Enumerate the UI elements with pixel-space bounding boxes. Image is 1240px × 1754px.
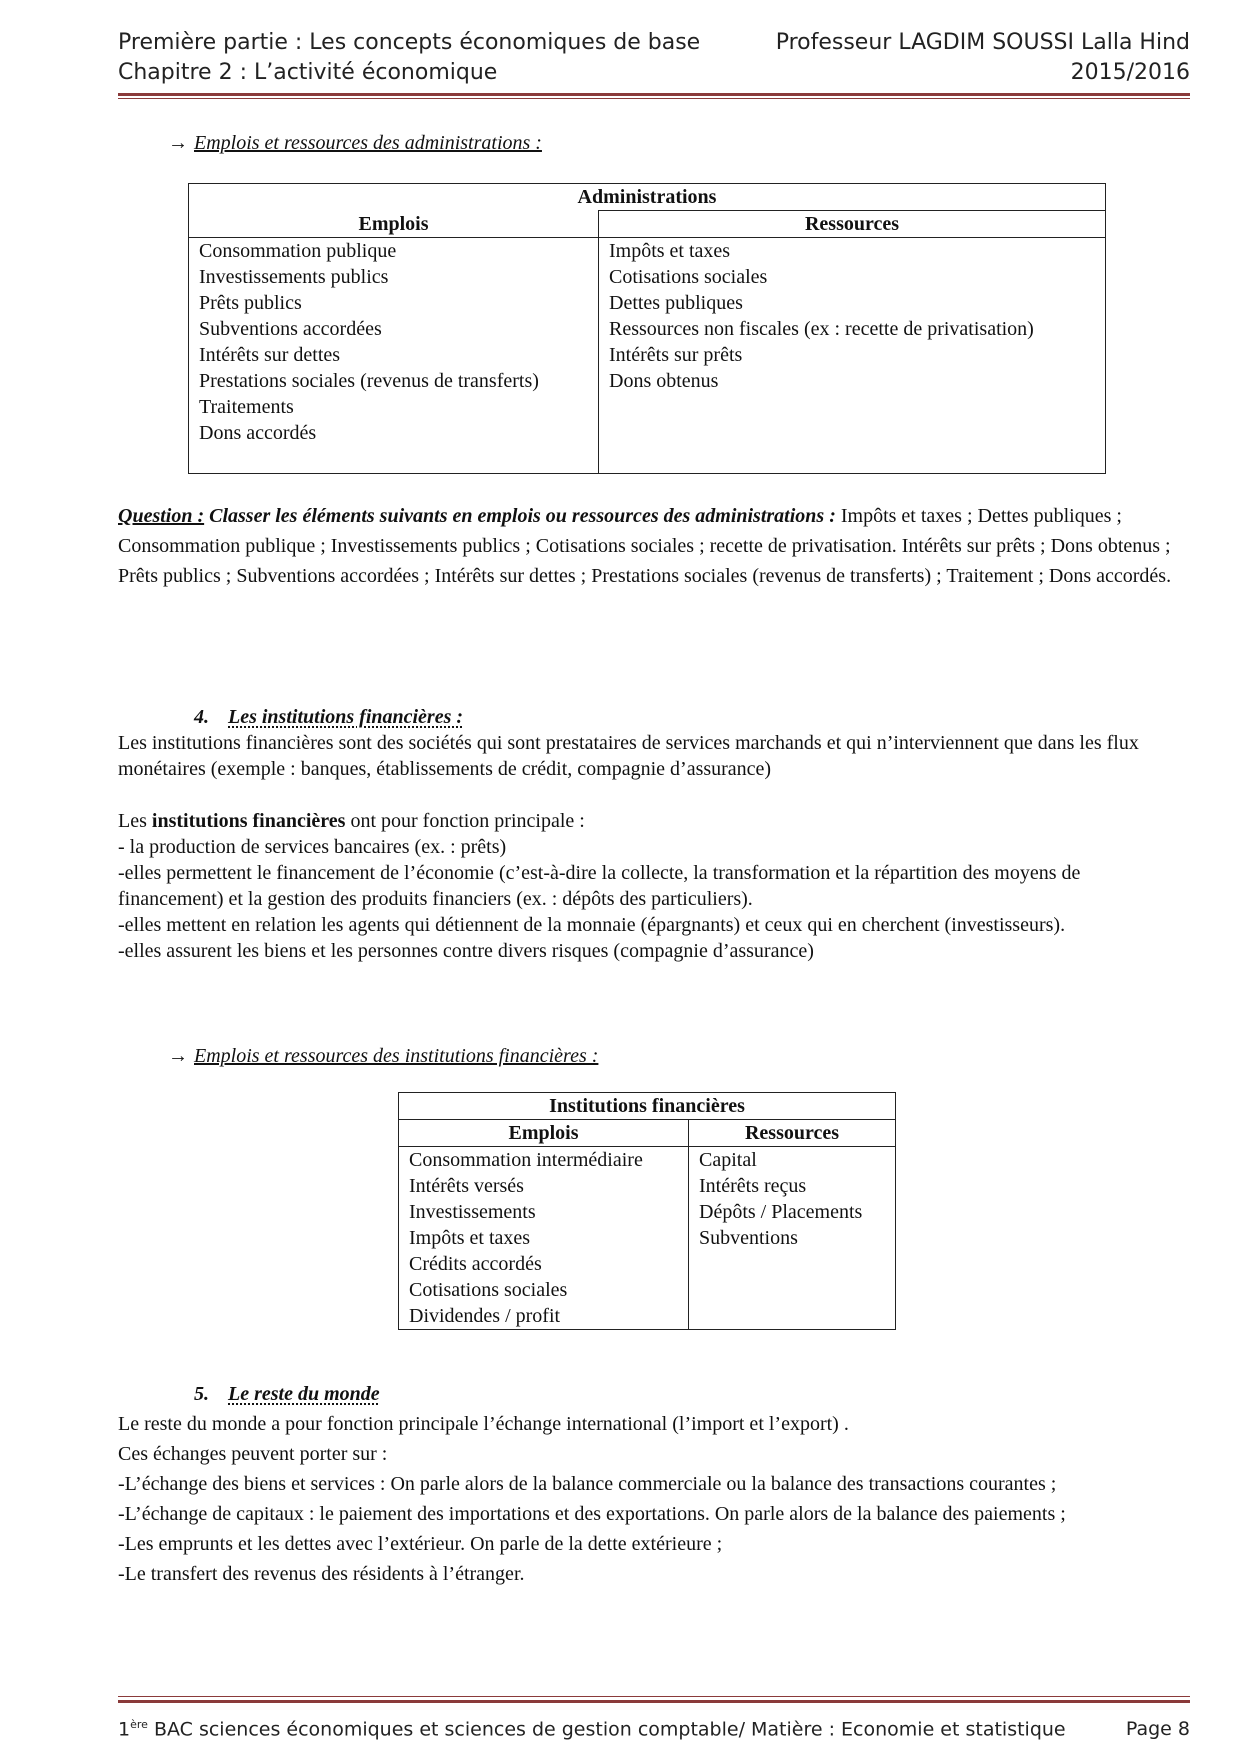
fin-ressources-cell (689, 1147, 896, 1330)
admin-ressources-item: Intérêts sur prêts (609, 344, 743, 366)
arrow-icon: → (168, 1045, 188, 1067)
section-4-point: -elles assurent les biens et les personnes contre divers risques (compagnie d’assurance) (118, 940, 814, 962)
admin-ressources-item: Dons obtenus (609, 370, 719, 392)
admin-emplois-item: Prêts publics (199, 292, 302, 314)
header-rule (118, 93, 1190, 96)
admin-emplois-item: Consommation publique (199, 240, 397, 262)
fn-suffix: ont pour fonction principale : (345, 810, 585, 832)
section-4-label: Les institutions financières : (228, 706, 464, 728)
fin-emplois-item: Cotisations sociales (409, 1279, 568, 1301)
header-year: 2015/2016 (1070, 60, 1190, 85)
header-rule-thin (118, 98, 1190, 99)
admin-ressources-cell (599, 238, 1106, 474)
section-5-line: -L’échange de capitaux : le paiement des importations et des exportations. On parle alors de la balance des paiements ; (118, 1503, 1066, 1525)
fin-heading-text: Emplois et ressources des institutions financières : (194, 1045, 599, 1067)
footer-course (118, 1718, 1066, 1740)
fin-emplois-cell (399, 1147, 689, 1330)
arrow-icon: → (168, 132, 188, 154)
section-4-intro: Les institutions financières sont des sociétés qui sont prestataires de services marchands et qui n’interviennent que dans les flux monétaires (exemple : banques, établissements de crédit, compagnie d’assurance) (118, 732, 1139, 780)
fin-emplois-item: Investissements (409, 1201, 536, 1223)
page-number: Page 8 (1125, 1718, 1190, 1740)
admin-emplois-header: Emplois (189, 211, 599, 238)
admin-emplois-item: Traitements (199, 396, 294, 418)
admin-heading-text: Emplois et ressources des administrations : (194, 132, 542, 154)
header-chapter: Chapitre 2 : L’activité économique (118, 60, 498, 85)
section-5-line: -Le transfert des revenus des résidents à l’étranger. (118, 1563, 525, 1585)
section-4-body (118, 730, 1183, 964)
fin-table (398, 1092, 896, 1330)
section-5-title (194, 1381, 380, 1407)
fin-emplois-header: Emplois (399, 1120, 689, 1147)
question-paragraph (118, 501, 1178, 591)
fin-table-title: Institutions financières (399, 1093, 896, 1120)
question-prompt: Classer les éléments suivants en emplois ou ressources des administrations : (204, 505, 836, 527)
fin-ressources-item: Capital (699, 1149, 757, 1171)
fin-ressources-item: Subventions (699, 1227, 798, 1249)
header-part: Première partie : Les concepts économiques de base (118, 30, 701, 55)
fin-emplois-item: Consommation intermédiaire (409, 1149, 643, 1171)
admin-emplois-item: Investissements publics (199, 266, 389, 288)
admin-ressources-item: Cotisations sociales (609, 266, 768, 288)
footer-grade-sup: ère (130, 1718, 148, 1731)
fin-ressources-item: Dépôts / Placements (699, 1201, 863, 1223)
section-4-title (194, 704, 463, 730)
fn-bold: institutions financières (151, 810, 346, 832)
admin-table-title: Administrations (189, 184, 1106, 211)
fin-emplois-item: Dividendes / profit (409, 1305, 561, 1327)
admin-heading (168, 130, 542, 156)
admin-emplois-item: Prestations sociales (revenus de transferts) (199, 370, 539, 392)
fin-emplois-item: Crédits accordés (409, 1253, 542, 1275)
footer-rule (118, 1700, 1190, 1703)
question-label: Question : (118, 505, 205, 527)
page-header (118, 28, 1190, 92)
fin-heading (168, 1043, 598, 1069)
admin-emplois-cell (189, 238, 599, 474)
fn-prefix: Les (118, 810, 152, 832)
section-5-body (118, 1409, 1183, 1589)
section-4-point: -elles mettent en relation les agents qui détiennent de la monnaie (épargnants) et ceux qui en cherchent (investisseurs). (118, 914, 1066, 936)
admin-table (188, 183, 1106, 474)
fin-ressources-item: Intérêts reçus (699, 1175, 807, 1197)
admin-ressources-item: Ressources non fiscales (ex : recette de privatisation) (609, 318, 1034, 340)
section-5-line: -L’échange des biens et services : On parle alors de la balance commerciale ou la balance des transactions courantes ; (118, 1473, 1057, 1495)
section-5-label: Le reste du monde (228, 1383, 380, 1405)
admin-ressources-item: Dettes publiques (609, 292, 743, 314)
admin-emplois-item: Dons accordés (199, 422, 317, 444)
admin-emplois-item: Intérêts sur dettes (199, 344, 341, 366)
section-4-number: 4. (194, 706, 209, 728)
fin-ressources-header: Ressources (689, 1120, 896, 1147)
section-5-number: 5. (194, 1383, 209, 1405)
section-4-function (118, 808, 1183, 834)
fin-emplois-item: Intérêts versés (409, 1175, 524, 1197)
admin-emplois-item: Subventions accordées (199, 318, 382, 340)
section-5-line: Ces échanges peuvent porter sur : (118, 1443, 388, 1465)
admin-ressources-item: Impôts et taxes (609, 240, 731, 262)
admin-ressources-header: Ressources (599, 211, 1106, 238)
page-footer (118, 1718, 1190, 1740)
section-4-point: -elles permettent le financement de l’économie (c’est-à-dire la collecte, la transformation et la répartition des moyens de financement) et la gestion des produits financiers (ex. : dépôts des particuliers). (118, 862, 1081, 910)
header-professor: Professeur LAGDIM SOUSSI Lalla Hind (775, 30, 1190, 55)
fin-emplois-item: Impôts et taxes (409, 1227, 531, 1249)
footer-course-text: BAC sciences économiques et sciences de gestion comptable/ Matière : Economie et statistique (147, 1718, 1066, 1741)
section-5-line: -Les emprunts et les dettes avec l’extérieur. On parle de la dette extérieure ; (118, 1533, 723, 1555)
question-text: Impôts et taxes ; Dettes publiques ; Consommation publique ; Investissements publics ; Cotisations sociales ; recette de privatisation. Intérêts sur prêts ; Dons obtenus ; Prêts publics ; Subventions accordées ; Intérêts sur dettes ; Prestations sociales (revenus de transferts) ; Traitement ; Dons accordés. (118, 505, 1172, 587)
footer-rule-thin (118, 1696, 1190, 1697)
footer-grade-num: 1 (118, 1718, 131, 1741)
section-4-point: - la production de services bancaires (ex. : prêts) (118, 836, 507, 858)
section-5-line: Le reste du monde a pour fonction principale l’échange international (l’import et l’export) . (118, 1413, 849, 1435)
